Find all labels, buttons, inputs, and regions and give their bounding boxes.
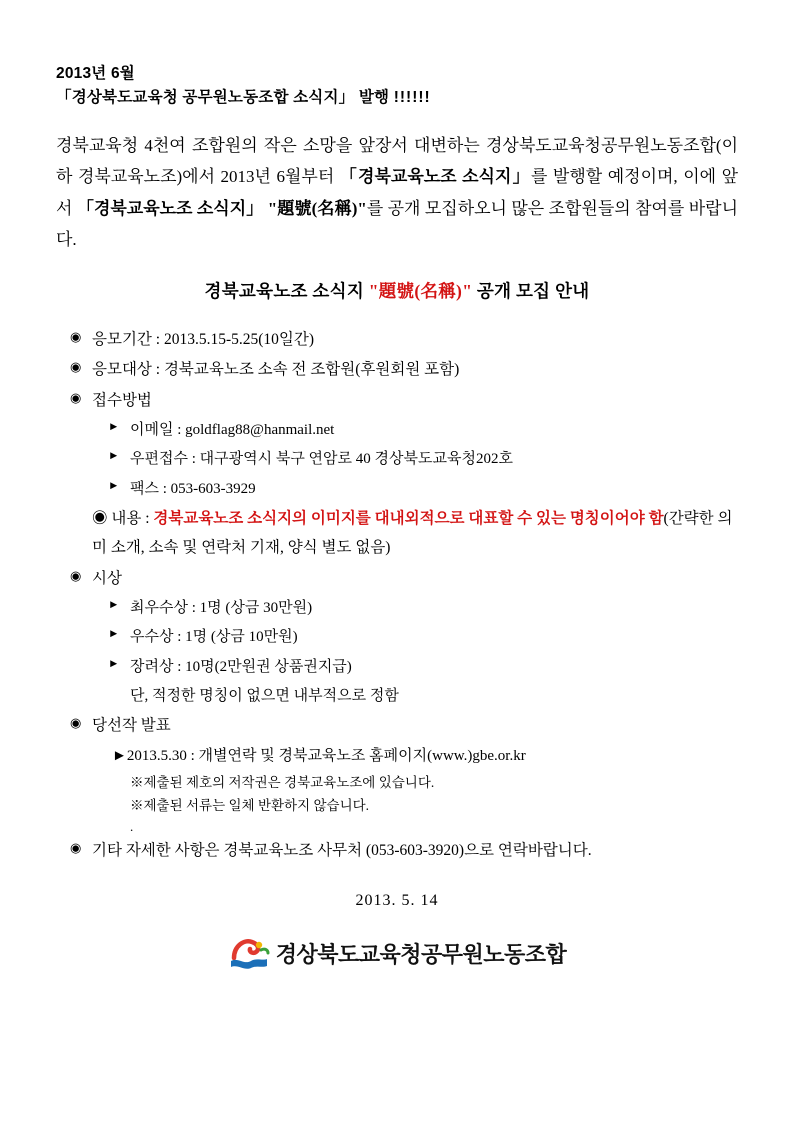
list-item-submit-fax-label: 팩스 : 053-603-3929 bbox=[130, 480, 256, 497]
list-item-result-detail: ►2013.5.30 : 개별연락 및 경북교육노조 홈페이지(www.)gbe.or.kr bbox=[112, 747, 526, 764]
list-item-award-3-label: 장려상 : 10명(2만원권 상품권지급) bbox=[130, 658, 352, 675]
section-title-after: 공개 모집 안내 bbox=[472, 280, 590, 301]
organization-name: 경상북도교육청공무원노동조합 bbox=[275, 942, 567, 968]
list-item-period-label: 응모기간 : 2013.5.15-5.25(10일간) bbox=[92, 330, 315, 348]
list-item-award-1-label: 최우수상 : 1명 (상금 30만원) bbox=[130, 600, 313, 617]
list-item-award bbox=[56, 564, 738, 593]
arrow-right-icon: ► bbox=[108, 450, 120, 463]
note-no-return: ※제출된 서류는 일체 반환하지 않습니다. bbox=[130, 798, 370, 814]
list-item-etc-label: 기타 자세한 사항은 경북교육노조 사무처 (053-603-3920)으로 연락바랍니다. bbox=[92, 842, 592, 860]
section-title-highlight: "題號(名稱)" bbox=[368, 280, 473, 301]
list-item-award-2-label: 우수상 : 1명 (상금 10만원) bbox=[130, 629, 298, 646]
bullet-circle-icon: ◉ bbox=[70, 840, 82, 856]
list-item-award-label: 시상 bbox=[92, 569, 122, 587]
intro-part-3: 를 발행할 예정이며, 이에 앞서 bbox=[56, 167, 738, 218]
footer-date: 2013. 5. 14 bbox=[355, 891, 439, 909]
footer-logo-row bbox=[56, 936, 738, 972]
intro-part-4: 「경북교육노조 소식지」 "題號(名稱)" bbox=[76, 198, 367, 218]
union-logo-icon bbox=[228, 936, 270, 972]
list-item-award-3 bbox=[56, 653, 738, 682]
list-item-submit bbox=[56, 386, 738, 415]
bullet-circle-icon: ◉ bbox=[70, 389, 82, 405]
intro-part-5: 를 공개 모집하오니 많은 조합원들의 참여를 바랍니다. bbox=[56, 198, 738, 250]
list-item-award-note: 단, 적정한 명칭이 없으면 내부적으로 정함 bbox=[130, 687, 399, 704]
arrow-right-icon: ► bbox=[108, 479, 120, 492]
bullet-circle-icon: ◉ bbox=[70, 328, 82, 344]
arrow-right-icon: ► bbox=[108, 657, 120, 670]
header-title bbox=[56, 86, 738, 110]
note-copyright: ※제출된 제호의 저작권은 경북교육노조에 있습니다. bbox=[130, 774, 435, 790]
list-item-award-2 bbox=[56, 623, 738, 652]
bullet-circle-icon: ◉ bbox=[92, 509, 108, 527]
arrow-right-icon: ► bbox=[108, 421, 120, 434]
stray-dot: . bbox=[130, 819, 134, 835]
list-item-content-highlight: 경북교육노조 소식지의 이미지를 대내외적으로 대표할 수 있는 명칭이어야 함 bbox=[153, 509, 664, 527]
intro-part-1: 경북교육청 4천여 조합원의 작은 소망을 앞장서 대변하는 경상북도교육청공무원노동조합(이하 경북교육노조)에서 2013년 6월부터 bbox=[56, 136, 738, 187]
header-title-text: 「경상북도교육청 공무원노동조합 소식지」 발행 bbox=[56, 89, 394, 107]
list-item-target-label: 응모대상 : 경북교육노조 소속 전 조합원(후원회원 포함) bbox=[92, 361, 460, 379]
header-exclamations: !!!!!! bbox=[393, 89, 431, 107]
arrow-right-icon: ► bbox=[108, 599, 120, 612]
bullet-circle-icon: ◉ bbox=[70, 359, 82, 375]
section-title bbox=[56, 278, 738, 303]
list-item-submit-email-label: 이메일 : goldflag88@hanmail.net bbox=[130, 422, 335, 439]
bullet-list bbox=[56, 325, 738, 866]
list-item-submit-label: 접수방법 bbox=[92, 391, 152, 409]
list-item-result-label: 당선작 발표 bbox=[92, 717, 171, 735]
intro-paragraph bbox=[56, 130, 738, 256]
list-item-content-prefix: 내용 : bbox=[111, 509, 154, 527]
intro-part-2: 「경북교육노조 소식지」 bbox=[339, 167, 531, 187]
list-item-submit-post-label: 우편접수 : 대구광역시 북구 연암로 40 경상북도교육청202호 bbox=[130, 451, 513, 468]
header-date: 2013년 6월 bbox=[56, 65, 135, 82]
list-item-content bbox=[56, 504, 738, 563]
section-title-before: 경북교육노조 소식지 bbox=[204, 280, 369, 301]
list-item-award-1 bbox=[56, 594, 738, 623]
bullet-circle-icon: ◉ bbox=[70, 715, 82, 731]
list-item-submit-post bbox=[56, 445, 738, 474]
list-item-period bbox=[56, 325, 738, 354]
list-item-submit-email bbox=[56, 416, 738, 445]
list-item-etc bbox=[56, 836, 738, 865]
bullet-circle-icon: ◉ bbox=[70, 567, 82, 583]
list-item-submit-fax bbox=[56, 475, 738, 504]
list-item-result bbox=[56, 711, 738, 740]
list-item-content-suffix: (간략한 의미 소개, 소속 및 연락처 기재, 양식 별도 없음) bbox=[92, 509, 733, 557]
list-item-target bbox=[56, 355, 738, 384]
arrow-right-icon: ► bbox=[108, 628, 120, 641]
